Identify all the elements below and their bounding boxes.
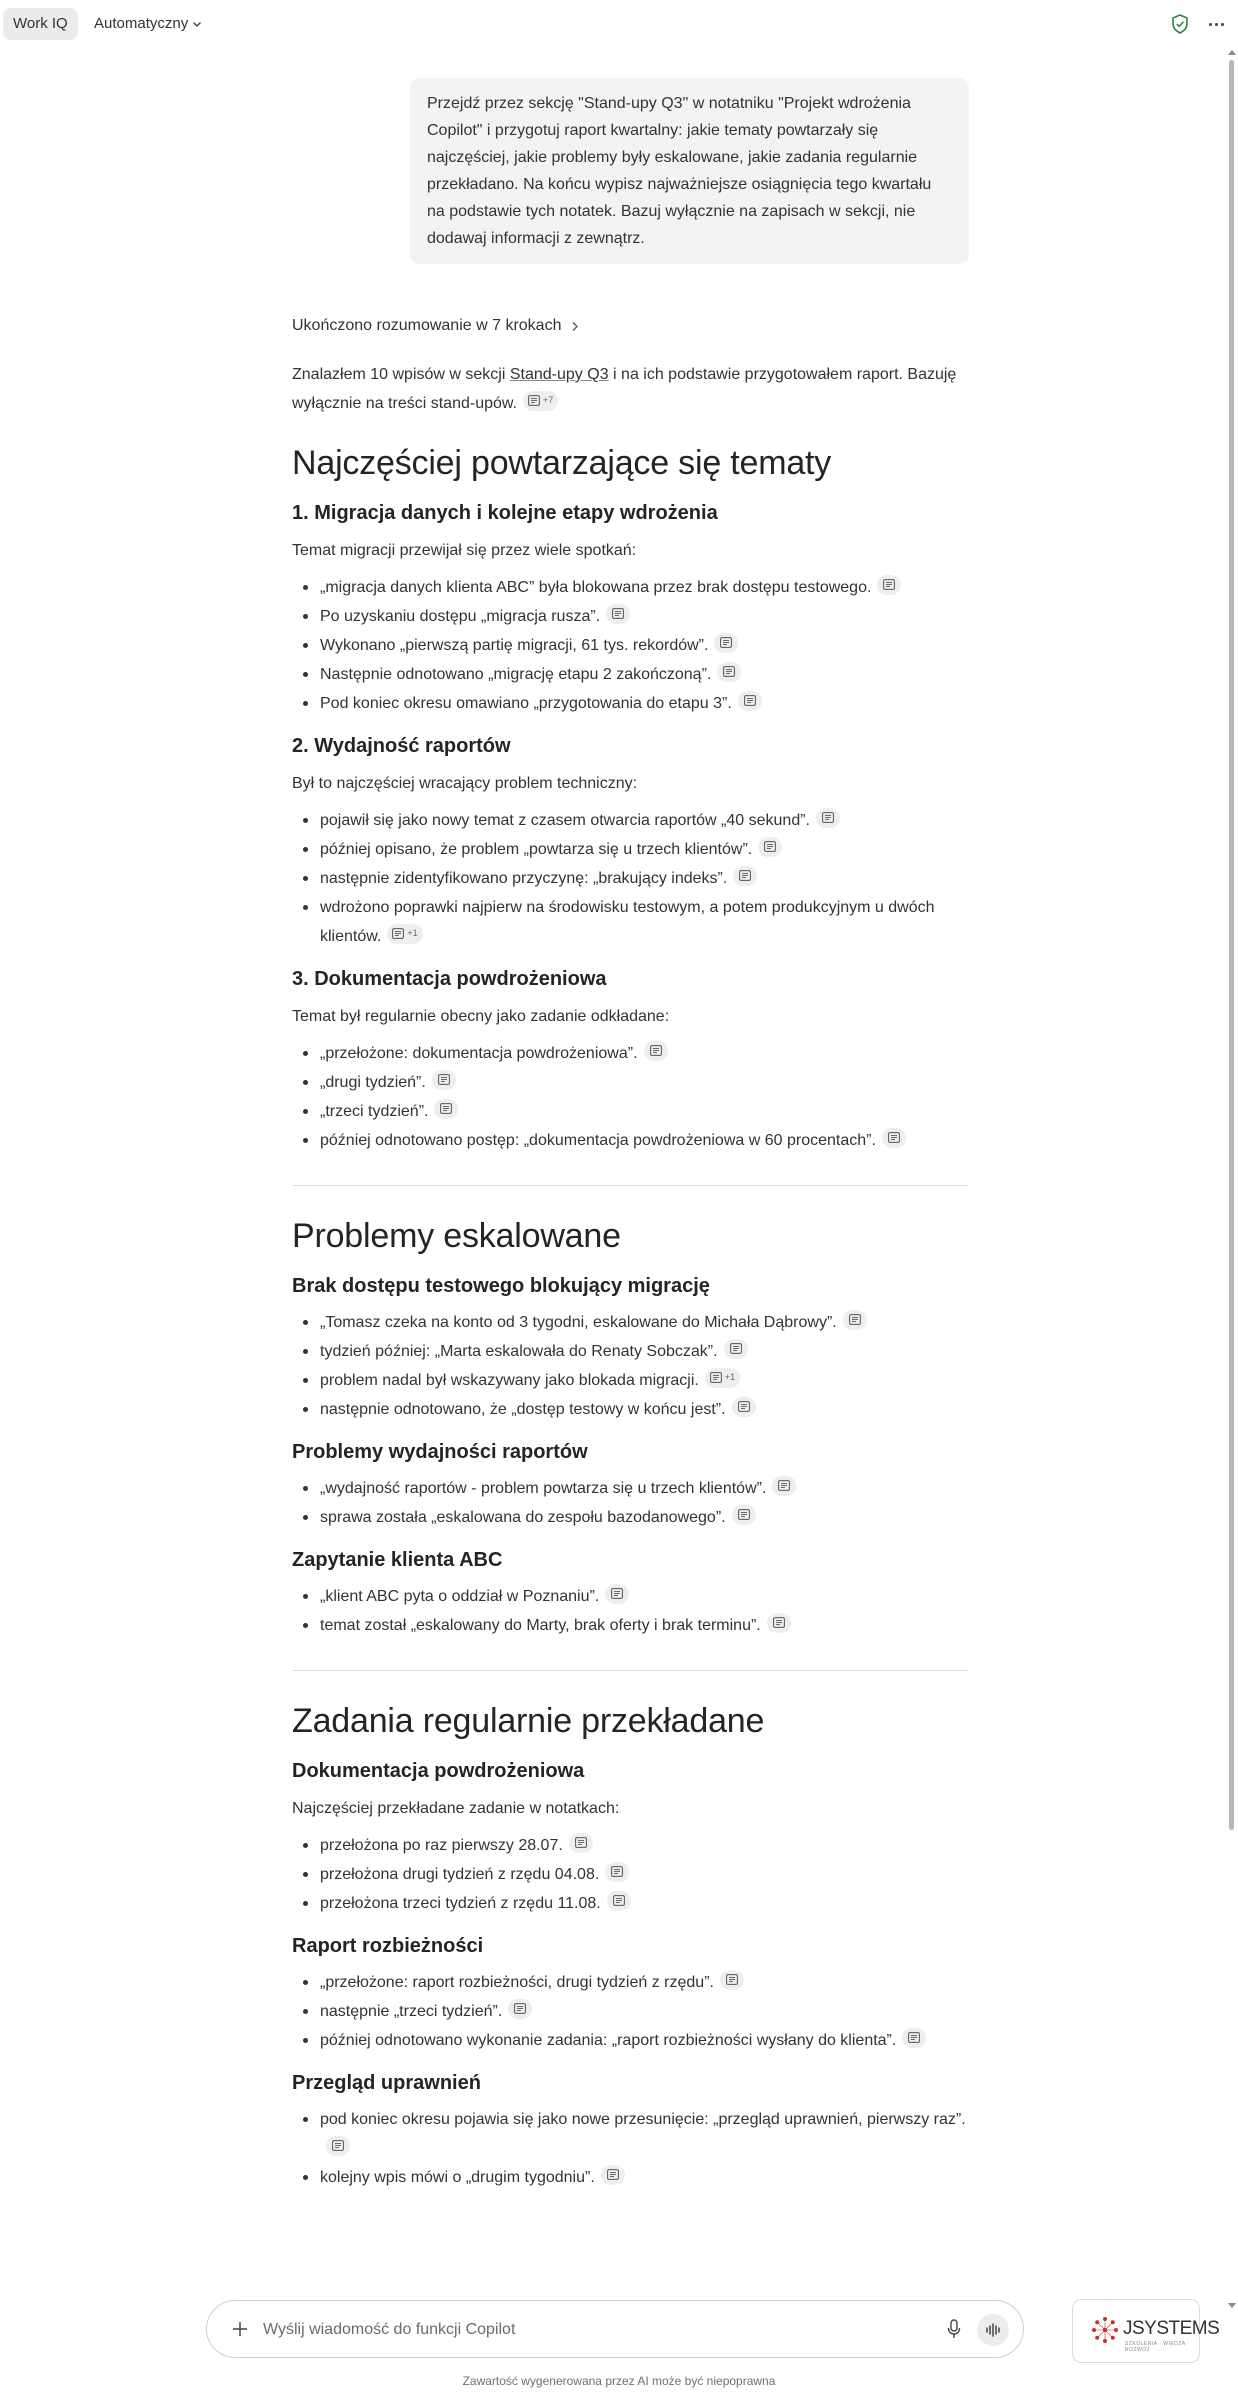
list-item xyxy=(292,2163,968,2192)
list-item xyxy=(292,2026,968,2055)
more-options-icon[interactable] xyxy=(1205,14,1227,34)
citation-chip[interactable] xyxy=(569,1833,593,1853)
list-item xyxy=(292,602,968,631)
citation-more-count: +1 xyxy=(407,928,418,938)
section-divider xyxy=(292,1185,968,1186)
bullet-list xyxy=(292,2105,968,2192)
bullet-list xyxy=(292,1582,968,1640)
jsystems-name: JSYSTEMS xyxy=(1123,2318,1220,2339)
onenote-page-icon xyxy=(710,1372,722,1383)
list-item-text: „przełożone: dokumentacja powdrożeniowa”. xyxy=(320,1045,638,1062)
list-item xyxy=(292,631,968,660)
voice-waveform-icon xyxy=(985,2323,1001,2337)
section-divider xyxy=(292,1670,968,1671)
subsection-heading: Problemy wydajności raportów xyxy=(292,1441,588,1463)
intro-text-after: i na ich podstawie przygotowałem raport. Bazuję wyłącznie na treści stand-upów. xyxy=(292,366,957,412)
citation-chip[interactable] xyxy=(607,1891,631,1911)
citation-chip[interactable] xyxy=(733,866,757,886)
citation-chip[interactable] xyxy=(714,633,738,653)
list-item-text: Wykonano „pierwszą partię migracji, 61 tys. rekordów”. xyxy=(320,637,709,654)
reasoning-toggle[interactable] xyxy=(292,312,968,340)
voice-mode-button[interactable] xyxy=(977,2314,1009,2346)
citation-chip[interactable] xyxy=(523,391,558,411)
citation-chip[interactable] xyxy=(720,1970,744,1990)
subsection-heading: Zapytanie klienta ABC xyxy=(292,1549,503,1571)
list-item-text: przełożona drugi tydzień z rzędu 04.08. xyxy=(320,1866,600,1883)
scroll-thumb[interactable] xyxy=(1229,60,1234,1830)
chevron-down-icon xyxy=(192,19,202,29)
subsection-heading: 2. Wydajność raportów xyxy=(292,735,511,757)
list-item xyxy=(292,1503,968,1532)
subsection-heading: Brak dostępu testowego blokujący migrację xyxy=(292,1275,710,1297)
onenote-page-icon xyxy=(739,870,751,881)
shield-check-icon[interactable] xyxy=(1171,14,1189,34)
section-heading: Zadania regularnie przekładane xyxy=(292,1702,765,1740)
citation-chip[interactable] xyxy=(605,1862,629,1882)
list-item-text: temat został „eskalowany do Marty, brak oferty i brak terminu”. xyxy=(320,1617,761,1634)
mode-dropdown[interactable] xyxy=(90,8,206,40)
subsection-intro: Temat migracji przewijał się przez wiele spotkań: xyxy=(292,542,637,559)
subsection-intro: Temat był regularnie obecny jako zadanie odkładane: xyxy=(292,1008,670,1025)
chevron-right-icon xyxy=(571,321,579,332)
list-item-text: Pod koniec okresu omawiano „przygotowania do etapu 3”. xyxy=(320,695,732,712)
assistant-response xyxy=(292,312,968,2192)
bullet-list xyxy=(292,1039,968,1155)
citation-chip[interactable] xyxy=(902,2028,926,2048)
onenote-page-icon xyxy=(908,2032,920,2043)
citation-chip[interactable] xyxy=(816,808,840,828)
citation-chip[interactable] xyxy=(508,1999,532,2019)
list-item xyxy=(292,573,968,602)
citation-chip[interactable] xyxy=(717,662,741,682)
subsection-heading: Dokumentacja powdrożeniowa xyxy=(292,1760,585,1782)
list-item xyxy=(292,1474,968,1503)
bullet-list xyxy=(292,573,968,718)
citation-chip[interactable] xyxy=(606,604,630,624)
list-item xyxy=(292,660,968,689)
citation-chip[interactable] xyxy=(724,1339,748,1359)
onenote-page-icon xyxy=(332,2140,344,2151)
citation-chip[interactable] xyxy=(767,1613,791,1633)
onenote-page-icon xyxy=(730,1343,742,1354)
subsection-heading: Raport rozbieżności xyxy=(292,1935,484,1957)
bullet-list xyxy=(292,1831,968,1918)
work-iq-tab[interactable]: Work IQ xyxy=(3,8,78,40)
list-item xyxy=(292,1039,968,1068)
onenote-page-icon xyxy=(611,1866,623,1877)
list-item xyxy=(292,1366,968,1395)
list-item xyxy=(292,1860,968,1889)
list-item-text: „Tomasz czeka na konto od 3 tygodni, eskalowane do Michała Dąbrowy”. xyxy=(320,1314,837,1331)
list-item-text: Następnie odnotowano „migrację etapu 2 zakończoną”. xyxy=(320,666,712,683)
list-item-text: „wydajność raportów - problem powtarza się u trzech klientów”. xyxy=(320,1480,767,1497)
list-item xyxy=(292,1582,968,1611)
onenote-page-icon xyxy=(849,1314,861,1325)
onenote-page-icon xyxy=(392,928,404,939)
list-item xyxy=(292,806,968,835)
subsection-heading: Przegląd uprawnień xyxy=(292,2072,481,2094)
scrollbar[interactable] xyxy=(1226,48,1238,2308)
section-heading: Najczęściej powtarzające się tematy xyxy=(292,444,832,482)
user-message: Przejdź przez sekcję "Stand-upy Q3" w notatniku "Projekt wdrożenia Copilot" i przygotuj raport kwartalny: jakie tematy powtarzały się najczęściej, jakie problemy były eskalowane, jakie zadania regularnie przekładano. Na końcu wypisz najważniejsze osiągnięcia tego kwartału na podstawie tych notatek. Bazuj wyłącznie na zapisach w sekcji, nie dodawaj informacji z zewnątrz. xyxy=(410,78,969,264)
list-item xyxy=(292,1068,968,1097)
citation-chip[interactable] xyxy=(387,924,422,944)
list-item xyxy=(292,835,968,864)
citation-chip[interactable] xyxy=(705,1368,740,1388)
list-item-text: sprawa została „eskalowana do zespołu bazodanowego”. xyxy=(320,1509,726,1526)
onenote-page-icon xyxy=(883,579,895,590)
list-item-text: następnie „trzeci tydzień”. xyxy=(320,2003,503,2020)
list-item xyxy=(292,1395,968,1424)
onenote-page-icon xyxy=(773,1617,785,1628)
scroll-up-arrow-icon[interactable] xyxy=(1228,50,1236,55)
onenote-page-icon xyxy=(514,2003,526,2014)
list-item xyxy=(292,2105,968,2163)
plus-icon[interactable] xyxy=(231,2320,249,2338)
ai-disclaimer: Zawartość wygenerowana przez AI może być niepoprawna xyxy=(462,2374,776,2388)
scroll-down-arrow-icon[interactable] xyxy=(1228,2303,1236,2308)
bullet-list xyxy=(292,1308,968,1424)
list-item-text: Po uzyskaniu dostępu „migracja rusza”. xyxy=(320,608,601,625)
list-item-text: „przełożone: raport rozbieżności, drugi tydzień z rzędu”. xyxy=(320,1974,714,1991)
list-item-text: pod koniec okresu pojawia się jako nowe przesunięcie: „przegląd uprawnień, pierwszy raz”. xyxy=(320,2111,966,2128)
top-bar xyxy=(0,0,1238,48)
subsection-intro: Najczęściej przekładane zadanie w notatkach: xyxy=(292,1800,620,1817)
list-item-text: „drugi tydzień”. xyxy=(320,1074,426,1091)
onenote-page-icon xyxy=(611,1588,623,1599)
list-item xyxy=(292,1968,968,1997)
citation-chip[interactable] xyxy=(843,1310,867,1330)
citation-chip[interactable] xyxy=(732,1397,756,1417)
list-item-text: „klient ABC pyta o oddział w Poznaniu”. xyxy=(320,1588,600,1605)
citation-chip[interactable] xyxy=(601,2165,625,2185)
bullet-list xyxy=(292,1968,968,2055)
mode-dropdown-label: Automatyczny xyxy=(94,15,189,32)
section-heading: Problemy eskalowane xyxy=(292,1217,621,1255)
jsystems-logo xyxy=(1091,2316,1119,2344)
list-item-text: tydzień później: „Marta eskalowała do Renaty Sobczak”. xyxy=(320,1343,718,1360)
reasoning-label: Ukończono rozumowanie w 7 krokach xyxy=(292,317,562,334)
list-item-text: „migracja danych klienta ABC” była blokowana przez brak dostępu testowego. xyxy=(320,579,872,596)
list-item-text: później opisano, że problem „powtarza się u trzech klientów”. xyxy=(320,841,753,858)
list-item-text: następnie zidentyfikowano przyczynę: „brakujący indeks”. xyxy=(320,870,728,887)
report-sections xyxy=(292,441,968,2192)
onenote-page-icon xyxy=(575,1837,587,1848)
list-item xyxy=(292,1308,968,1337)
bullet-list xyxy=(292,1474,968,1532)
list-item-text: problem nadal był wskazywany jako blokada migracji. xyxy=(320,1372,699,1389)
list-item xyxy=(292,1097,968,1126)
onenote-page-icon xyxy=(612,608,624,619)
microphone-icon[interactable] xyxy=(947,2319,961,2339)
message-input[interactable] xyxy=(263,2315,883,2345)
jsystems-badge xyxy=(1072,2299,1220,2363)
citation-chip[interactable] xyxy=(772,1476,796,1496)
bullet-list xyxy=(292,806,968,951)
list-item-text: następnie odnotowano, że „dostęp testowy w końcu jest”. xyxy=(320,1401,726,1418)
subsection-heading: 1. Migracja danych i kolejne etapy wdrożenia xyxy=(292,502,718,524)
onenote-page-icon xyxy=(613,1895,625,1906)
list-item-text: kolejny wpis mówi o „drugim tygodniu”. xyxy=(320,2169,595,2186)
list-item-text: później odnotowano postęp: „dokumentacja powdrożeniowa w 60 procentach”. xyxy=(320,1132,876,1149)
onenote-page-icon xyxy=(738,1401,750,1412)
onenote-page-icon xyxy=(744,695,756,706)
list-item xyxy=(292,1126,968,1155)
citation-chip[interactable] xyxy=(882,1128,906,1148)
list-item-text: później odnotowano wykonanie zadania: „raport rozbieżności wysłany do klienta”. xyxy=(320,2032,897,2049)
subsection-intro: Był to najczęściej wracający problem techniczny: xyxy=(292,775,638,792)
onenote-page-icon xyxy=(720,637,732,648)
onenote-page-icon xyxy=(723,666,735,677)
list-item xyxy=(292,1997,968,2026)
response-intro xyxy=(292,360,968,418)
onenote-page-icon xyxy=(738,1509,750,1520)
citation-more-count: +7 xyxy=(543,395,554,405)
list-item-text: przełożona trzeci tydzień z rzędu 11.08. xyxy=(320,1895,601,1912)
onenote-page-icon xyxy=(438,1074,450,1085)
list-item-text: wdrożono poprawki najpierw na środowisku testowym, a potem produkcyjnym u dwóch klientów. xyxy=(320,899,935,945)
onenote-page-icon xyxy=(764,841,776,852)
section-link[interactable]: Stand-upy Q3 xyxy=(509,366,609,383)
onenote-page-icon xyxy=(778,1480,790,1491)
list-item-text: przełożona po raz pierwszy 28.07. xyxy=(320,1837,563,1854)
list-item xyxy=(292,893,968,951)
onenote-page-icon xyxy=(607,2169,619,2180)
citation-chip[interactable] xyxy=(326,2136,350,2156)
citation-chip[interactable] xyxy=(434,1099,458,1119)
list-item-text: pojawił się jako nowy temat z czasem otwarcia raportów „40 sekund”. xyxy=(320,812,810,829)
onenote-page-icon xyxy=(822,812,834,823)
intro-text-before: Znalazłem 10 wpisów w sekcji xyxy=(292,366,510,383)
list-item xyxy=(292,864,968,893)
citation-chip[interactable] xyxy=(877,575,901,595)
list-item xyxy=(292,1337,968,1366)
message-composer xyxy=(206,2300,1024,2358)
jsystems-tagline: SZKOLENIA · WIEDZA · ROZWÓJ xyxy=(1125,2341,1190,2353)
onenote-page-icon xyxy=(440,1103,452,1114)
onenote-page-icon xyxy=(650,1045,662,1056)
list-item-text: „trzeci tydzień”. xyxy=(320,1103,429,1120)
citation-chip[interactable] xyxy=(432,1070,456,1090)
list-item xyxy=(292,1831,968,1860)
subsection-heading: 3. Dokumentacja powdrożeniowa xyxy=(292,968,607,990)
citation-chip[interactable] xyxy=(738,691,762,711)
citation-chip[interactable] xyxy=(758,837,782,857)
list-item xyxy=(292,1889,968,1918)
citation-chip[interactable] xyxy=(605,1584,629,1604)
onenote-page-icon xyxy=(888,1132,900,1143)
list-item xyxy=(292,689,968,718)
citation-chip[interactable] xyxy=(732,1505,756,1525)
onenote-page-icon xyxy=(528,395,540,406)
citation-more-count: +1 xyxy=(724,1372,736,1382)
citation-chip[interactable] xyxy=(644,1041,668,1061)
onenote-page-icon xyxy=(726,1974,738,1985)
list-item xyxy=(292,1611,968,1640)
